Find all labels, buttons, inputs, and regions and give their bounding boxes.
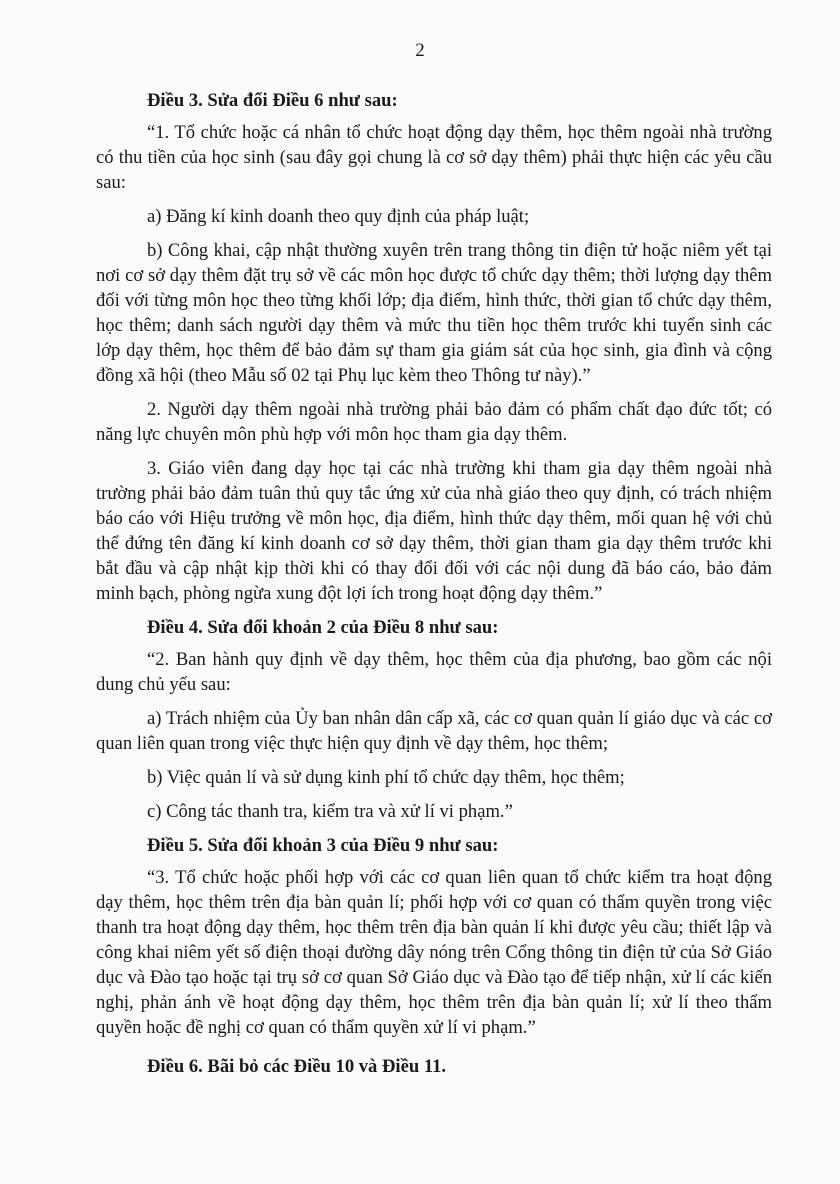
- page-number: 2: [415, 40, 425, 61]
- article-heading: Điều 4. Sửa đổi khoản 2 của Điều 8 như sau:: [147, 617, 499, 638]
- paragraph: a) Đăng kí kinh doanh theo quy định của pháp luật;: [147, 206, 530, 227]
- article-heading: Điều 6. Bãi bỏ các Điều 10 và Điều 11.: [147, 1056, 447, 1077]
- paragraph: “1. Tổ chức hoặc cá nhân tổ chức hoạt động dạy thêm, học thêm ngoài nhà trường có thu tiền của học sinh (sau đây gọi chung là cơ sở dạy thêm) phải thực hiện các yêu cầu sau:: [96, 122, 772, 193]
- paragraph: b) Công khai, cập nhật thường xuyên trên trang thông tin điện tử hoặc niêm yết tại nơi cơ sở dạy thêm đặt trụ sở về các môn học được tổ chức dạy thêm; thời lượng dạy thêm đối với từng môn học theo từng khối lớp; địa điểm, hình thức, thời gian tổ chức dạy thêm, học thêm; danh sách người dạy thêm và mức thu tiền học thêm trước khi tuyển sinh các lớp dạy thêm, học thêm để bảo đảm sự tham gia giám sát của học sinh, gia đình và cộng đồng xã hội (theo Mẫu số 02 tại Phụ lục kèm theo Thông tư này).”: [96, 240, 772, 386]
- paragraph: b) Việc quản lí và sử dụng kinh phí tổ chức dạy thêm, học thêm;: [147, 767, 625, 788]
- article-heading: Điều 5. Sửa đổi khoản 3 của Điều 9 như sau:: [147, 835, 499, 856]
- paragraph: 3. Giáo viên đang dạy học tại các nhà trường khi tham gia dạy thêm ngoài nhà trường phải bảo đảm tuân thủ quy tắc ứng xử của nhà giáo theo quy định, có trách nhiệm báo cáo với Hiệu trưởng về môn học, địa điểm, hình thức dạy thêm, mối quan hệ với chủ thể đứng tên đăng kí kinh doanh cơ sở dạy thêm, thời gian tham gia dạy thêm trước khi bắt đầu và cập nhật kịp thời khi có thay đổi đối với các nội dung đã báo cáo, bảo đảm minh bạch, phòng ngừa xung đột lợi ích trong hoạt động dạy thêm.”: [96, 458, 772, 604]
- paragraph: 2. Người dạy thêm ngoài nhà trường phải bảo đảm có phẩm chất đạo đức tốt; có năng lực chuyên môn phù hợp với môn học tham gia dạy thêm.: [96, 399, 772, 445]
- paragraph: c) Công tác thanh tra, kiểm tra và xử lí vi phạm.”: [147, 801, 513, 822]
- article-heading: Điều 3. Sửa đổi Điều 6 như sau:: [147, 90, 398, 111]
- paragraph: “3. Tổ chức hoặc phối hợp với các cơ quan liên quan tổ chức kiểm tra hoạt động dạy thêm, học thêm trên địa bàn quản lí; phối hợp với cơ quan có thẩm quyền trong việc thanh tra hoạt động dạy thêm, học thêm trên địa bàn quản lí khi được yêu cầu; thiết lập và công khai niêm yết số điện thoại đường dây nóng trên Cổng thông tin điện tử của Sở Giáo dục và Đào tạo hoặc tại trụ sở cơ quan Sở Giáo dục và Đào tạo để tiếp nhận, xử lí các kiến nghị, phản ánh về hoạt động dạy thêm, học thêm trên địa bàn quản lí; xử lí theo thẩm quyền hoặc đề nghị cơ quan có thẩm quyền xử lí vi phạm.”: [96, 867, 772, 1038]
- document-body: [96, 88, 772, 1086]
- paragraph: a) Trách nhiệm của Ủy ban nhân dân cấp xã, các cơ quan quản lí giáo dục và các cơ quan liên quan trong việc thực hiện quy định về dạy thêm, học thêm;: [96, 708, 772, 754]
- paragraph: “2. Ban hành quy định về dạy thêm, học thêm của địa phương, bao gồm các nội dung chủ yếu sau:: [96, 649, 772, 695]
